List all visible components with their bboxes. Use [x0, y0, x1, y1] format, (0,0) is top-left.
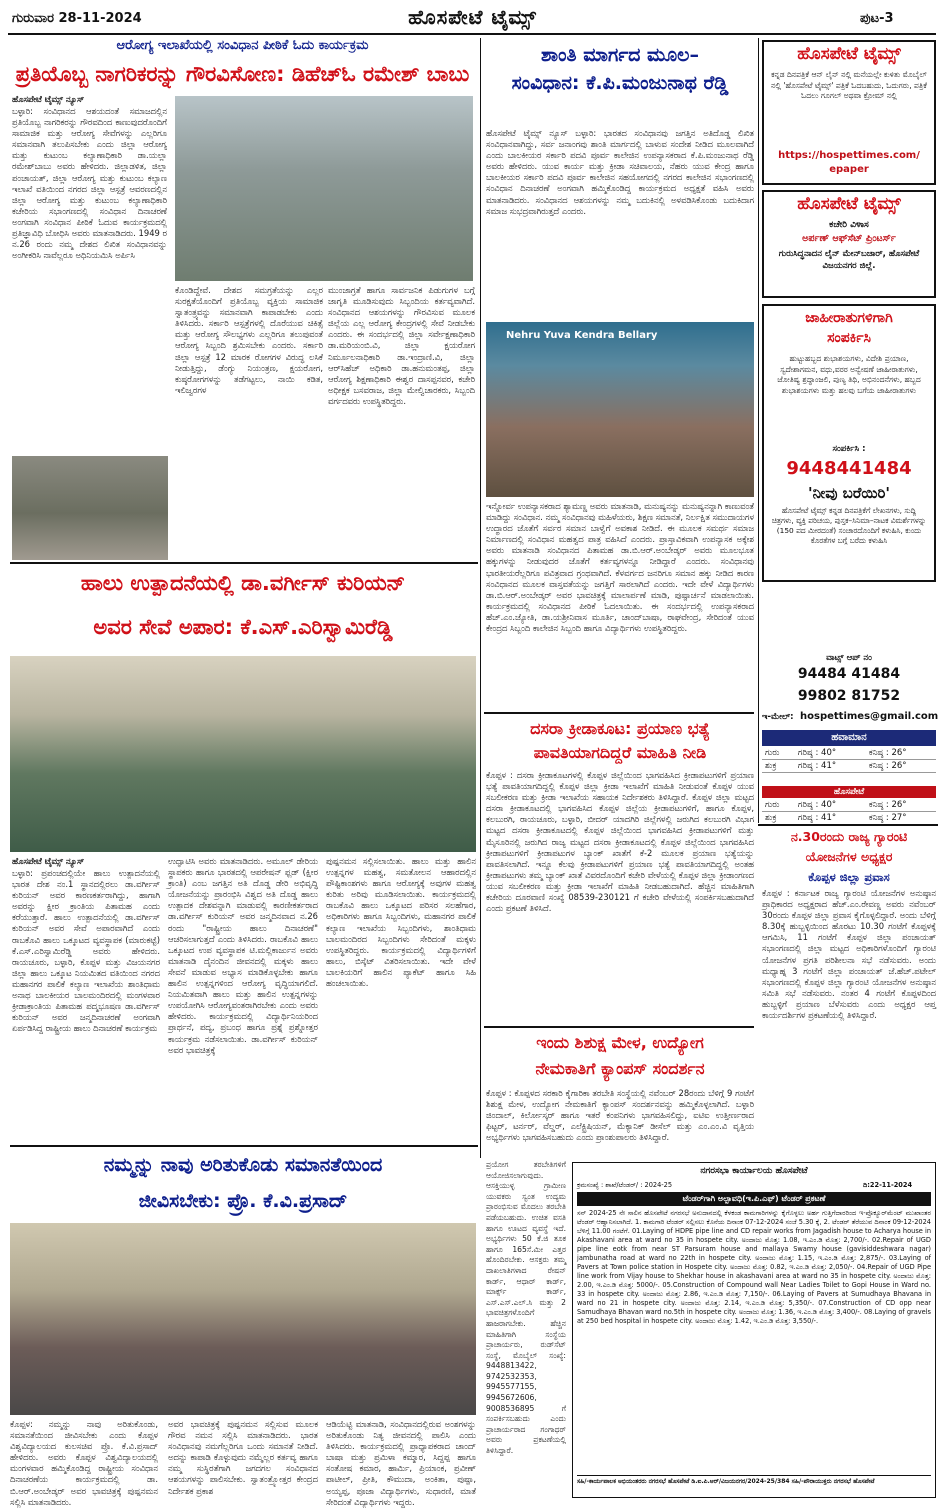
tender-date: ದಿ:22-11-2024: [863, 1181, 913, 1189]
article3-headline-line2: ಅವರ ಸೇವೆ ಅಪಾರ: ಕೆ.ಎಸ್.ಎರಿಸ್ವಾಮಿರೆಡ್ಡಿ: [93, 615, 393, 639]
weather-max: ಗರಿಷ್ಠ : 40°: [795, 747, 866, 760]
article3-col1: ಬಳ್ಳಾರಿ: ಪ್ರಪಂಚದಲ್ಲಿಯೇ ಹಾಲು ಉತ್ಪಾದನೆಯಲ್ಲಿ ಭಾರತ ದೇಶ ನಂ.1 ಸ್ಥಾನದಲ್ಲಿರಲು ಡಾ.ವರ್ಗೀಸ್ ಕುರಿಯನ್ ಅವರ ಕಾರಣಕರ್ತರಾಗಿದ್ದು, ಹಾಗಾಗಿ ಅವರನ್ನು ಕ್ಷೀರ ಕ್ರಾಂತಿಯ ಪಿತಾಮಹ ಎಂದು ಕರೆಯುತ್ತಾರೆ. ಹಾಲು ಉತ್ಪಾದನೆಯಲ್ಲಿ ಡಾ.ವರ್ಗೀಸ್ ಕುರಿಯನ್ ಅವರ ಸೇವೆ ಅಪಾರವಾಗಿದೆ ಎಂದು ರಾಬಕೊವಿ ಹಾಲು ಒಕ್ಕೂಟದ ವ್ಯವಸ್ಥಾಪಕ (ಮಾರುಕಟ್ಟೆ) ಕೆ.ಎಸ್.ಎರಿಸ್ವಾಮಿರೆಡ್ಡಿ ಅವರು ಹೇಳಿದರು. ರಾಯಚೂರು, ಬಳ್ಳಾರಿ, ಕೊಪ್ಪಳ ಮತ್ತು ವಿಜಯನಗರ ಜಿಲ್ಲಾ ಹಾಲು ಒಕ್ಕೂಟ ನಿಯಮಿತದ ವತಿಯಿಂದ ನಗರದ ಮಹಾನಗರ ಪಾಲಿಕೆ ಕಲ್ಯಾಣ ಇಲಾಖೆಯ ಶಾಂತಿಧಾಮ ಅನಾಥ ಬಾಲಕೀಯರ ಬಾಲಮಂದಿರದಲ್ಲಿ ಮಂಗಳವಾರ ಕ್ರೀಡಾಕ್ರಾಂತಿಯ ಪಿತಾಮಹ ಪದ್ಮಭೂಷಣ ಡಾ.ವರ್ಗೀಸ್ ಕುರಿಯನ್ ಅವರ ಜನ್ಮದಿನಾಚರಣೆ ಅಂಗವಾಗಿ ಏರ್ಪಡಿಸಿದ್ದ ರಾಷ್ಟ್ರೀಯ ಹಾಲು ದಿನಾಚರಣೆ ಕಾರ್ಯಕ್ರಮ: [12, 868, 160, 1034]
milk-day-event-photo: [10, 656, 476, 852]
issue-date: ಗುರುವಾರ 28-11-2024: [12, 11, 142, 26]
article6-headline-line2: ಯೋಜನೆಗಳ ಅಧ್ಯಕ್ಷರ: [805, 849, 893, 864]
article3-byline: ಹೊಸಪೇಟೆ ಟೈಮ್ಸ್ ನ್ಯೂಸ್: [12, 856, 85, 866]
whatsapp-label: ವಾಟ್ಸ್ ಆಪ್ ನಂ: [826, 653, 872, 663]
ads-phone[interactable]: 9448441484: [786, 458, 912, 479]
write-to-us-title: 'ನೀವು ಬರೆಯಿರಿ': [807, 484, 890, 502]
article6-body: ಕೊಪ್ಪಳ : ಕರ್ನಾಟಕ ರಾಜ್ಯ ಗ್ಯಾರಂಟಿ ಯೋಜನೆಗಳ ಅನುಷ್ಠಾನ ಪ್ರಾಧಿಕಾರದ ಅಧ್ಯಕ್ಷರಾದ ಹೆಚ್.ಎಂ.ರೇವಣ್ಣ ಅವರು ನವೆಂಬರ್ 30ರಂದು ಕೊಪ್ಪಳ ಜಿಲ್ಲಾ ಪ್ರವಾಸ ಕೈಗೊಳ್ಳಲಿದ್ದಾರೆ. ಅಂದು ಬೆಳಿಗ್ಗೆ 8.30ಕ್ಕೆ ಹುಬ್ಬಳ್ಳಿಯಿಂದ ಹೊರಟು 10.30 ಗಂಟೆಗೆ ಕೊಪ್ಪಳಕ್ಕೆ ಆಗಮಿಸಿ, 11 ಗಂಟೆಗೆ ಕೊಪ್ಪಳ ಜಿಲ್ಲಾ ಪಂಚಾಯತ್ ಸಭಾಂಗಣದಲ್ಲಿ ಜಿಲ್ಲಾ ಮಟ್ಟದ ಅಧಿಕಾರಿಗಳೊಂದಿಗೆ ಗ್ಯಾರಂಟಿ ಯೋಜನೆಗಳ ಪ್ರಗತಿ ಪರಿಶೀಲನಾ ಸಭೆ ನಡೆಸುವರು. ಅಂದು ಮಧ್ಯಾಹ್ನ 3 ಗಂಟೆಗೆ ಜಿಲ್ಲಾ ಪಂಚಾಯತ್ ಜೆ.ಹೆಚ್.ಪಟೇಲ್ ಸಭಾಂಗಣದಲ್ಲಿ ಕೊಪ್ಪಳ ಜಿಲ್ಲಾ ಗ್ಯಾರಂಟಿ ಯೋಜನೆಗಳ ಅನುಷ್ಠಾನ ಸಮಿತಿ ಸಭೆ ನಡೆಸುವರು. ನಂತರ 4 ಗಂಟೆಗೆ ಕೊಪ್ಪಳದಿಂದ ಹುಬ್ಬಳ್ಳಿಗೆ ಪ್ರಯಾಣ ಬೆಳೆಸುವರು ಎಂದು ಅಧ್ಯಕ್ಷರ ಆಪ್ತ ಕಾರ್ಯದರ್ಶಿಗಳ ಪ್ರಕಟಣೆಯಲ್ಲಿ ತಿಳಿಸಿದ್ದಾರೆ.: [762, 888, 936, 1021]
nehru-yuva-kendra-photo: [486, 322, 754, 497]
weather-min: ಕನಿಷ್ಠ : 27°: [866, 812, 936, 825]
weather-title: ಹವಾಮಾನ: [762, 730, 936, 746]
ads-title-2: ಸಂಪರ್ಕಿಸಿ: [827, 330, 871, 346]
weather-day: ಗುರು: [762, 747, 795, 760]
tender-body: ಸನ್ 2024-25 ನೇ ಸಾಲಿನ ಹೊಸಪೇಟೆ ನಗರಸಭೆ ಅನುದಾನದಲ್ಲಿ ಕೆಳಕಂಡ ಕಾಮಗಾರಿಗಳನ್ನು ಕೈಗೊಳ್ಳಲು ಅರ್ಹ ಗುತ್ತಿಗೆದಾರರಿಂದ ಇ-ಪ್ರೊಕ್ಯೂರ್‌ಮೆಂಟ್ ಮುಖಾಂತರ ಟೆಂಡರ್ ಆಹ್ವಾನಿಸಲಾಗಿದೆ. 1. ಕಾಮಗಾರಿ ಟೆಂಡರ್ ಸಲ್ಲಿಸಲು ಕೊನೆಯ ದಿನಾಂಕ 07-12-2024 ಸಂಜೆ 5.30 ಕ್ಕೆ, 2. ಟೆಂಡರ್ ತೆರೆಯುವ ದಿನಾಂಕ 09-12-2024 ಬೆಳಿಗ್ಗೆ 11.00 ಗಂಟೆಗೆ. 01.Laying of HDPE pipe line and CD repair works from Jagadish house to Acharya house in Akashavani area at ward no 35 in hospete city. ಅಂದಾಜು ಮೊತ್ತ: 1.08, ಇ.ಎಂ.ಡಿ ಮೊತ್ತ: 2,700/-. 02.Repair of UGD pipe line eotk from near ST Parsuram house and mallaya Swamy house (gavisiddeshwara nagar) jambunatha road at ward no 22th in hospete city. ಅಂದಾಜು ಮೊತ್ತ: 1.15, ಇ.ಎಂ.ಡಿ ಮೊತ್ತ: 2,875/-. 03.Laying of Pavers at Town police station in Hospete city. ಅಂದಾಜು ಮೊತ್ತ: 0.82, ಇ.ಎಂ.ಡಿ ಮೊತ್ತ: 2,050/-. 04.Repair of UGD Pipe line work from Vijay house to Shekhar house in akashavani area at ward no 35 in hospete city. ಅಂದಾಜು ಮೊತ್ತ: 2.00, ಇ.ಎಂ.ಡಿ ಮೊತ್ತ: 5000/-. 05.Construction of Compound wall Near Ladies Toilet to Gopi House in Ward no. 33 in hospete city. ಅಂದಾಜು ಮೊತ್ತ: 2.86, ಇ.ಎಂ.ಡಿ ಮೊತ್ತ: 7,150/-. 06.Laying of Pavers at Sumudhaya Bhavana in ward no 21 in hospete city. ಅಂದಾಜು ಮೊತ್ತ: 2.14, ಇ.ಎಂ.ಡಿ ಮೊತ್ತ: 5,350/-. 07.Construction of CD opp near Samudhaya Bhavan ward no.5th in hospete city. ಅಂದಾಜು ಮೊತ್ತ: 1.36, ಇ.ಎಂ.ಡಿ ಮೊತ್ತ: 3,400/-. 08.Laying of gravels at 250 bed hospital in hospete city. ಅಂದಾಜು ಮೊತ್ತ: 1.42, ಇ.ಎಂ.ಡಿ ಮೊತ್ತ: 3,550/-.: [577, 1209, 931, 1325]
article6-headline-line3: ಕೊಪ್ಪಳ ಜಿಲ್ಲಾ ಪ್ರವಾಸ: [808, 870, 890, 884]
epaper-url[interactable]: https://hospettimes.com/: [778, 150, 920, 161]
article1-byline: ಹೊಸಪೇಟೆ ಟೈಮ್ಸ್ ನ್ಯೂಸ್: [12, 94, 85, 104]
article4-headline-line2: ಪಾವತಿಯಾಗದಿದ್ದರೆ ಮಾಹಿತಿ ನೀಡಿ: [533, 743, 707, 762]
article3-col2: ಉದ್ಘಾಟಿಸಿ ಅವರು ಮಾತನಾಡಿದರು. ಅಮೂಲ್ ಡೇರಿಯ ಸ್ಥಾಪಕರು ಹಾಗೂ ಭಾರತದಲ್ಲಿ ಆಪರೇಷನ್ ಫ್ಲಡ್ (ಕ್ಷೀರ ಕ್ರಾಂತಿ) ಎಂಬ ಜಗತ್ತಿನ ಅತಿ ದೊಡ್ಡ ಡೇರಿ ಅಭಿವೃದ್ಧಿ ಯೋಜನೆಯನ್ನು ಪ್ರಾರಂಭಿಸಿ ವಿಶ್ವದ ಅತಿ ದೊಡ್ಡ ಹಾಲು ಉತ್ಪಾದಕ ದೇಶವನ್ನಾಗಿ ಮಾಡುವಲ್ಲಿ ಕಾರಣೀಕರ್ತರಾದ ಡಾ.ವರ್ಗೀಸ್ ಕುರಿಯನ್ ಅವರ ಜನ್ಮದಿನವಾದ ನ.26 ರಂದು "ರಾಷ್ಟ್ರೀಯ ಹಾಲು ದಿನಾಚರಣೆ" ಆಚರಿಸಲಾಗುತ್ತದೆ ಎಂದು ತಿಳಿಸಿದರು. ರಾಬಕೊವಿ ಹಾಲು ಒಕ್ಕೂಟದ ಉಪ ವ್ಯವಸ್ಥಾಪಕ ಟಿ.ಮಲ್ಲಿಕಾರ್ಜುನ ಅವರು ಮಾತನಾಡಿ ದೈನಂದಿನ ಜೀವನದಲ್ಲಿ ಮಕ್ಕಳು ಹಾಲು ಸೇವನೆ ಮಾಡುವ ಅಭ್ಯಾಸ ಮಾಡಿಕೊಳ್ಳಬೇಕು ಹಾಗೂ ಹಾಲಿನ ಉತ್ಪನ್ನಗಳಿಂದ ಆರೋಗ್ಯ ವೃದ್ಧಿಯಾಗಲಿದೆ. ನಿಯಮಿತವಾಗಿ ಹಾಲು ಮತ್ತು ಹಾಲಿನ ಉತ್ಪನ್ನಗಳನ್ನು ಉಪಯೋಗಿಸಿ ಆರೋಗ್ಯವಂತರಾಗಿರಬೇಕು ಎಂದು ಅವರು ಹೇಳಿದರು. ಕಾರ್ಯಕ್ರಮದಲ್ಲಿ ವಿದ್ಯಾರ್ಥಿನಿಯರಿಂದ ಪ್ರಾರ್ಥನೆ, ಪದ್ಯ, ಪ್ರಬಂಧ ಹಾಗೂ ಪ್ರಶ್ನೆ ಪ್ರಶ್ನೋತ್ತರ ಕಾರ್ಯಕ್ರಮ ನಡೆಸಲಾಯಿತು. ಡಾ.ವರ್ಗೀಸ್ ಕುರಿಯನ್ ಅವರ ಭಾವಚಿತ್ರಕ್ಕೆ: [168, 856, 318, 1055]
article-guarantee-tour: [762, 828, 936, 1158]
ads-text: ಹುಟ್ಟುಹಬ್ಬದ ಶುಭಾಶಯಗಳು, ವಿದೇಶಿ ಪ್ರಯಾಣ, ಸ್ವದೇಶಾಗಮನ, ವಧು,ವರರ ಅನ್ವೇಷಣೆ ಜಾಹೀರಾತುಗಳು, ಜೋತಿಷ್ಯ ಶ್ರದ್ಧಾಂಜಲಿ, ಪುಣ್ಯ ತಿಥಿ, ಅಭಿನಂದನೆಗಳು, ಹಬ್ಬದ ಶುಭಾಶಯಗಳು ಮತ್ತು ಹಲವು ಬಗೆಯ ಜಾಹೀರಾತುಗಳು: [777, 354, 921, 395]
ads-box: [762, 304, 936, 582]
email-label: ಇ-ಮೇಲ್:: [762, 712, 794, 722]
article1-headline: ಪ್ರತಿಯೊಬ್ಬ ನಾಗರಿಕರನ್ನು ಗೌರವಿಸೋಣ: ಡಿಹೆಚ್‌ಓ ರಮೇಶ್ ಬಾಬು: [15, 62, 470, 86]
office-address: ಗುರುಸಿದ್ಧನಾದನ ಲೈನ್ ಮೇನ್‌ಬಜಾರ್, ಹೊಸಪೇಟೆ ವಿಜಯನಗರ ಜಿಲ್ಲೆ.: [778, 249, 920, 271]
sidebar: [762, 40, 939, 823]
article3-col3: ಪುಷ್ಪನಮನ ಸಲ್ಲಿಸಲಾಯಿತು. ಹಾಲು ಮತ್ತು ಹಾಲಿನ ಉತ್ಪನ್ನಗಳ ಮಹತ್ವ, ಸಮತೋಲನ ಆಹಾರದಲ್ಲಿನ ಪೌಷ್ಟಿಕಾಂಶಗಳು ಹಾಗೂ ಆರೋಗ್ಯಕ್ಕೆ ಅವುಗಳ ಮಹತ್ವ ಕುರಿತು ಅರಿವು ಮೂಡಿಸಲಾಯಿತು. ಕಾರ್ಯಕ್ರಮದಲ್ಲಿ ರಾಬಕೊವಿ ಹಾಲು ಒಕ್ಕೂಟದ ಪರಿಸರ ಸಲಹೆಗಾರ, ಅಧಿಕಾರಿಗಳು ಹಾಗೂ ಸಿಬ್ಬಂದಿಗಳು, ಮಹಾನಗರ ಪಾಲಿಕೆ ಕಲ್ಯಾಣ ಇಲಾಖೆಯ ಸಿಬ್ಬಂದಿಗಳು, ಶಾಂತಿಧಾಮ ಬಾಲಮಂದಿರದ ಸಿಬ್ಬಂದಿಗಳು ಸೇರಿದಂತೆ ಮಕ್ಕಳು ಉಪಸ್ಥಿತರಿದ್ದರು. ಕಾರ್ಯಕ್ರಮದಲ್ಲಿ ವಿದ್ಯಾರ್ಥಿಗಳಿಗೆ ಹಾಲು, ಬಿಸ್ಕೆಟ್ ವಿತರಿಸಲಾಯಿತು. ಇದೇ ವೇಳೆ ಬಾಲಕಿಯರಿಗೆ ಹಾಲಿನ ಪ್ಯಾಕೆಟ್ ಹಾಗೂ ಸಿಹಿ ಹಂಚಲಾಯಿತು.: [326, 856, 476, 989]
article2-body2: ಇನ್ನೋರ್ವ ಉಪನ್ಯಾಸಕರಾದ ಶ್ಯಾಮಣ್ಣ ಅವರು ಮಾತನಾಡಿ, ಮನುಷ್ಯನನ್ನು ಮನುಷ್ಯನನ್ನಾಗಿ ಕಾಣುವಂತೆ ಮಾಡಿದ್ದು ಸಂವಿಧಾನ. ನಮ್ಮ ಸಂವಿಧಾನವು ಮಹಿಳೆಯರು, ಶಿಕ್ಷಣ ಸಮಾನತೆ, ನಿರ್ಲಕ್ಷಿತ ಸಮುದಾಯಗಳ ಉದ್ಧಾರದ ಜೊತೆಗೆ ಸರ್ವರ ಸಮಾನ ಬಾಳ್ವೆಗೆ ಅವಕಾಶ ನೀಡಿದೆ. ಈ ಮೂಲಕ ಸಮರ್ಥ ಸಮಾಜ ನಿರ್ಮಾಣದಲ್ಲಿ ಸಂವಿಧಾನ ಮಹತ್ವದ ಪಾತ್ರ ವಹಿಸಿದೆ ಎಂದರು. ಪ್ರಾಸ್ತಾವಿಕವಾಗಿ ಉಪನ್ಯಾಸಕ ಅಕ್ಕೇಶ ಅವರು ಮಾತನಾಡಿ ಸಂವಿಧಾನದ ಪಿತಾಮಹ ಡಾ.ಬಿ.ಆರ್.ಅಂಬೇಡ್ಕರ್ ಅವರು ಮೂಲಭೂತ ಹಕ್ಕುಗಳನ್ನು ನೀಡುವುದರ ಜೊತೆಗೆ ಕರ್ತವ್ಯಗಳನ್ನೂ ನೀಡಿದ್ದಾರೆ ಎಂದರು. ಸಂವಿಧಾನವು ಭಾರತೀಯರೆಲ್ಲರಿಗೂ ಪವಿತ್ರವಾದ ಗ್ರಂಥವಾಗಿದೆ. ಕೆಳವರ್ಗದ ಜನರಿಗೂ ಸಮಾನ ಹಕ್ಕು ನೀಡಿದ ಕಾರಣ ಸಂವಿಧಾನದ ಮೂಲಕ ವಾಸ್ತವತೆಯನ್ನು ಜಗತ್ತಿಗೆ ಸಾರಲಾಗಿದೆ ಎಂದರು. ಇದೇ ವೇಳೆ ವಿದ್ಯಾರ್ಥಿಗಳು ಡಾ.ಬಿ.ಆರ್.ಅಂಬೇಡ್ಕರ್ ಅವರ ಭಾವಚಿತ್ರಕ್ಕೆ ಮಾಲಾರ್ಪಣೆ ಮಾಡಿ, ಪುಷ್ಪಾರ್ಚನೆ ಮಾಡಲಾಯಿತು. ಕಾರ್ಯಕ್ರಮದಲ್ಲಿ ಸಂವಿಧಾನದ ಪೀಠಿಕೆ ಓದಲಾಯಿತು. ಈ ಸಂದರ್ಭದಲ್ಲಿ ಉಪನ್ಯಾಸಕರಾದ ಹೆಚ್.ಎಂ.ಜ್ಯೋತಿ, ಡಾ.ಯಶ್ರೀನಿವಾಸ ಮೂರ್ತಿ, ಚಾಂದ್‌ಬಾಷಾ, ರಾಘವೇಂದ್ರ, ಸೇರಿದಂತೆ ಯುವ ಕೇಂದ್ರದ ಸಿಬ್ಬಂದಿ ಕಾಲೇಜಿನ ಸಿಬ್ಬಂದಿ ಹಾಗೂ ವಿದ್ಯಾರ್ಥಿಗಳು ಉಪಸ್ಥಿತರಿದ್ದರು.: [486, 501, 754, 634]
weather-day: ಗುರು: [762, 799, 795, 812]
article2-body1: ಹೊಸಪೇಟೆ ಟೈಮ್ಸ್ ನ್ಯೂಸ್ ಬಳ್ಳಾರಿ: ಭಾರತದ ಸಂವಿಧಾನವು ಜಗತ್ತಿನ ಅತಿದೊಡ್ಡ ಲಿಖಿತ ಸಂವಿಧಾನವಾಗಿದ್ದು, ಸರ್ವ ಜನಾಂಗವು ಶಾಂತಿ ಮಾರ್ಗದಲ್ಲಿ ಬಾಳುವ ಸಂದೇಶ ನೀಡಿದ ಮೂಲವಾಗಿದೆ ಎಂದು ಬಾಲಕೀಯರ ಸರ್ಕಾರಿ ಪದವಿ ಪೂರ್ವ ಕಾಲೇಜಿನ ಉಪನ್ಯಾಸಕರಾದ ಕೆ.ಪಿ.ಮಂಜುನಾಥ ರೆಡ್ಡಿ ಅವರು ಹೇಳಿದರು. ಯುವ ಕಾರ್ಯ ಮತ್ತು ಕ್ರೀಡಾ ಸಚಿವಾಲಯ, ನೆಹರು ಯುವ ಕೇಂದ್ರ ಹಾಗೂ ಬಾಲಕೀಯರ ಸರ್ಕಾರಿ ಪದವಿ ಪೂರ್ವ ಕಾಲೇಜಿನ ಸಹಯೋಗದಲ್ಲಿ ನಗರದ ಕಾಲೇಜಿನ ಸಭಾಂಗಣದಲ್ಲಿ ಸಂವಿಧಾನ ದಿನಾಚರಣೆ ಅಂಗವಾಗಿ ಹಮ್ಮಿಕೊಂಡಿದ್ದ ಕಾರ್ಯಕ್ರಮದ ಅಧ್ಯಕ್ಷತೆ ವಹಿಸಿ ಅವರು ಮಾತನಾಡಿದರು. ಸಂವಿಧಾನದ ಆಶಯಗಳನ್ನು ನಮ್ಮ ಬದುಕಿನಲ್ಲಿ ಅಳವಡಿಸಿಕೊಂಡು ಬದುಕಿದಾಗ ಸಮಾಜ ಸುಭದ್ರವಾಗಿರುತ್ತದೆ ಎಂದರು.: [486, 128, 754, 216]
weather-city: ಹೊಸಪೇಟೆ: [762, 786, 936, 798]
article7-col3: ಆಡಿಯೆಟ್ಟಿ ಮಾತನಾಡಿ, ಸಂವಿಧಾನದಲ್ಲಿರುವ ಅಂಶಗಳನ್ನು ಅರಿತುಕೊಂಡು ನಿತ್ಯ ಜೀವನದಲ್ಲಿ ಪಾಲಿಸಿ ಎಂದು ತಿಳಿಸಿದರು. ಕಾರ್ಯಕ್ರಮದಲ್ಲಿ ಪ್ರಾಧ್ಯಾಪಕರಾದ ಚಾಂದ್ ಬಾಷಾ ಮತ್ತು ಪ್ರಮಿಳಾ ಕಮ್ಮಾರ, ಸಿದ್ದಪ್ಪ ಹಾಗೂ ಸಂತೋಷ ಕಮಾರ, ಹಾರ್ಮಿ, ಪ್ರಿಯಾಂಕ, ಪ್ರವೀಣ್ ಪಾಟೀಲ್, ಪ್ರೀತಿ, ಕೌಮುದಾ, ಅಂಕಿತಾ, ಪುಷ್ಪಾ, ಅಯ್ಯಪ್ಪ, ಪೂಜಾ ವಿದ್ಯಾರ್ಥಿಗಳು, ಸುಧಾರಣಿ, ಮಾತೆ ಸೇರಿದಂತೆ ವಿದ್ಯಾರ್ಥಿಗಳು ಇದ್ದರು.: [326, 1419, 476, 1507]
section-rule-2: [484, 712, 754, 714]
weather-row: [762, 760, 936, 773]
epaper-path[interactable]: epaper: [829, 164, 869, 175]
tender-title: ಟೆಂಡರ್‌ಗಾಗಿ ಅಲ್ಪಾವಧಿ(ಇ.ಪಿ.ಎಫ್) ಟೆಂಡರ್ ಪ್ರಕಟಣೆ: [577, 1192, 931, 1206]
section-rule-3: [758, 824, 938, 826]
section-rule-4: [484, 1026, 754, 1028]
article7-headline-line1: ನಮ್ಮನ್ನು ನಾವು ಅರಿತುಕೊಡು ಸಮಾನತೆಯಿಂದ: [103, 1154, 383, 1176]
epaper-box: [762, 40, 936, 185]
office-box: [762, 190, 936, 298]
article-rudset-training: [486, 1160, 566, 1500]
article-health-constitution: [10, 38, 475, 560]
article1-col1: ಬಳ್ಳಾರಿ: ಸಂವಿಧಾನದ ಆಶಯದಂತೆ ಸಮಾಜದಲ್ಲಿನ ಪ್ರತಿಯೊಬ್ಬ ನಾಗರಿಕರನ್ನು ಗೌರವದಿಂದ ಕಾಣುವುದರೊಂದಿಗೆ ಸಾಮಾಜಿಕ ಮತ್ತು ಆರೋಗ್ಯ ಸೇವೆಗಳನ್ನು ಎಲ್ಲರಿಗೂ ಸಮಾನವಾಗಿ ತಲುಪಿಸಬೇಕು ಎಂದು ಜಿಲ್ಲಾ ಆರೋಗ್ಯ ಮತ್ತು ಕುಟುಂಬ ಕಲ್ಯಾಣಾಧಿಕಾರಿ ಡಾ.ಯಲ್ಲಾ ರಮೇಶ್‌ಬಾಬು ಅವರು ಹೇಳಿದರು. ಜಿಲ್ಲಾಡಳಿತ, ಜಿಲ್ಲಾ ಪಂಚಾಯತ್, ಜಿಲ್ಲಾ ಆರೋಗ್ಯ ಮತ್ತು ಕುಟುಂಬ ಕಲ್ಯಾಣ ಇಲಾಖೆ ವತಿಯಿಂದ ನಗರದ ಜಿಲ್ಲಾ ಆಸ್ಪತ್ರೆ ಆವರಣದಲ್ಲಿನ ಜಿಲ್ಲಾ ಆರೋಗ್ಯ ಮತ್ತು ಕುಟುಂಬ ಕಲ್ಯಾಣಾಧಿಕಾರಿ ಕಚೇರಿಯ ಸಭಾಂಗಣದಲ್ಲಿ ಸಂವಿಧಾನ ದಿನಾಚರಣೆ ಅಂಗವಾಗಿ ಸಂವಿಧಾನ ಪೀಠಿಕೆ ಓದುವ ಕಾರ್ಯಕ್ರಮದಲ್ಲಿ ಪ್ರತಿಜ್ಞಾವಿಧಿ ಬೋಧಿಸಿ ಅವರು ಮಾತನಾಡಿದರು. 1949 ರ ನ.26 ರಂದು ನಮ್ಮ ದೇಶದ ಲಿಖಿತ ಸಂವಿಧಾನವನ್ನು ಅಂಗೀಕರಿಸಿ ನಾವೆಲ್ಲರೂ ಅಧಿನಿಯಮಿಸಿ ಅರ್ಪಿಸಿ: [12, 106, 167, 261]
health-officials-photo: [175, 96, 473, 281]
university-group-photo: [10, 1223, 476, 1415]
write-to-us-text: ಹೊಸಪೇಟೆ ಟೈಮ್ಸ್ ಕನ್ನಡ ದಿನಪತ್ರಿಕೆಗೆ ಲೇಖನಗಳು, ಸುದ್ದಿ ಚಿತ್ರಗಳು, ವ್ಯಕ್ತಿ ಪರಿಚಯ, ಪುಸ್ತಕ–ಸಿನಿಮಾ–ನಾಟಕ ವಿಮರ್ಶೆಗಳನ್ನು (150 ಪದ ಮೀರದಂತೆ) ಸಂಚಾರದೊಂದಿಗೆ ಕಳುಹಿಸಿ, ಕುಂದು ಕೊರತೆಗಳ ಬಗ್ಗೆ ಬರೆದು ಕಳುಹಿಸಿ: [771, 506, 927, 545]
article7-col2: ಅವರ ಭಾವಚಿತ್ರಕ್ಕೆ ಪುಷ್ಪನಮನ ಸಲ್ಲಿಸುವ ಮೂಲಕ ಗೌರವ ನಮನ ಸಲ್ಲಿಸಿ ಮಾತನಾಡಿದರು. ಭಾರತ ಸಂವಿಧಾನವು ನಮಗೆಲ್ಲರಿಗೂ ಒಂದು ಸಮಾನತೆ ನೀಡಿದೆ. ಅದನ್ನು ಕಾಪಾಡಿ ಕೊಳ್ಳುವುದು ನಮ್ಮೆಲ್ಲರ ಕರ್ತವ್ಯ ಹಾಗೂ ನಮ್ಮ ಸುಸ್ಥಿರತೆಗಾಗಿ ಜಗದಗಲ ಸಂವಿಧಾನದ ಆಶಯಗಳನ್ನು ಪಾಲಿಸಬೇಕು. ಸ್ವಾತಂತ್ರ್ಯೋತ್ತರ ಕೇಂದ್ರದ ನಿರ್ದೇಶಕ ಪ್ರಕಾಶ: [168, 1419, 318, 1496]
epaper-text: ಕನ್ನಡ ದಿನಪತ್ರಿಕೆ ಆನ್ ಲೈನ್ ನಲ್ಲಿ ಮನೆಯಲ್ಲೇ ಕುಳಿತು ಮೊಬೈಲ್ ನಲ್ಲಿ 'ಹೊಸಪೇಟೆ ಟೈಮ್ಸ್' ಪತ್ರಿಕೆ ಓದಬಹುದು, ಓದುಗರು, ಪತ್ರಿಕೆ ಓದಲು ಗೂಗಲ್ ಅಥವಾ ಕ್ರೋಮ್ ನಲ್ಲಿ: [771, 70, 927, 100]
article6-headline-line1: ನ.30ರಂದು ರಾಜ್ಯ ಗ್ಯಾರಂಟಿ: [790, 829, 908, 844]
article-dasara-allowance: [486, 716, 754, 1024]
weather-day: ಶುಕ್ರ: [762, 760, 795, 773]
press-name: ಅರ್ಪಣ್ ಆಫ್‌ಸೆಟ್ ಪ್ರಿಂಟರ್ಸ್: [802, 233, 896, 244]
article3-headline-line1: ಹಾಲು ಉತ್ಪಾದನೆಯಲ್ಲಿ ಡಾ.ವರ್ಗೀಸ್ ಕುರಿಯನ್: [80, 571, 406, 595]
section-rule-5: [10, 1145, 478, 1147]
weather-min: ಕನಿಷ್ಠ : 26°: [866, 799, 936, 812]
article4-headline-line1: ದಸರಾ ಕ್ರೀಡಾಕೂಟ: ಪ್ರಯಾಣ ಭತ್ಯೆ: [530, 719, 710, 738]
masthead-rule: [8, 33, 936, 35]
tender-office: ನಗರಸಭಾ ಕಾರ್ಯಾಲಯ ಹೊಸಪೇಟೆ: [700, 1166, 808, 1176]
weather-row: [762, 799, 936, 812]
ads-contact-label: ಸಂಪರ್ಕಿಸಿ :: [832, 444, 866, 454]
column-divider-1: [480, 38, 481, 1158]
article1-kicker: ಆರೋಗ್ಯ ಇಲಾಖೆಯಲ್ಲಿ ಸಂವಿಧಾನ ಪೀಠಿಕೆ ಓದು ಕಾರ್ಯಕ್ರಮ: [116, 38, 369, 53]
article-job-fair: [486, 1030, 754, 1158]
nyk-banner-text: Nehru Yuva Kendra Bellary: [506, 330, 658, 341]
weather-max: ಗರಿಷ್ಠ : 41°: [795, 812, 866, 825]
weather-max: ಗರಿಷ್ಠ : 41°: [795, 760, 866, 773]
masthead: [0, 0, 945, 36]
article2-headline-line2: ಸಂವಿಧಾನ: ಕೆ.ಪಿ.ಮಂಜುನಾಥ ರೆಡ್ಡಿ: [511, 72, 729, 94]
pledge-crowd-photo: [12, 456, 168, 560]
column-divider-2: [758, 38, 759, 823]
weather-table-2: [762, 799, 936, 825]
article-peace-constitution: [486, 38, 754, 710]
article7-headline-line2: ಜೀವಿಸಬೇಕು: ಪ್ರೊ. ಕೆ.ವಿ.ಪ್ರಸಾದ್: [138, 1190, 348, 1212]
weather-max: ಗರಿಷ್ಠ : 40°: [795, 799, 866, 812]
whatsapp-phone-1[interactable]: 94484 41484: [797, 666, 901, 682]
ads-title-1: ಜಾಹೀರಾತುಗಳಿಗಾಗಿ: [805, 310, 893, 326]
article5-headline-line1: ಇಂದು ಶಿಶುಕ್ಷ ಮೇಳ, ಉದ್ಯೋಗ: [536, 1033, 704, 1052]
weather-min: ಕನಿಷ್ಠ : 26°: [866, 760, 936, 773]
weather-min: ಕನಿಷ್ಠ : 26°: [866, 747, 936, 760]
article8-body: ಪ್ರಯೋಗ ತರಬೇತಿಗಳಿಗೆ ಆಯೋಜಿಸಲಾಗುವುದು. ಆಸಕ್ತಿಯುಳ್ಳ ಗ್ರಾಮೀಣ ಯುವಕರು ಸ್ವಂತ ಉದ್ಯಮ ಪ್ರಾರಂಭಿಸುವ ಮೊದಲು ತರಬೇತಿ ಪಡೆಯಬಹುದು. ಉಚಿತ ವಸತಿ ಹಾಗೂ ಊಟದ ವ್ಯವಸ್ಥೆ ಇದೆ. ಅಭ್ಯರ್ಥಿಗಳು 50 ಕೆ.ಜಿ ತೂಕ ಹಾಗೂ 165ಸೆ.ಮೀ ಎತ್ತರ ಹೊಂದಿರಬೇಕು. ಆಸಕ್ತರು ತಮ್ಮ ದಾಖಲಾತಿಗಳಾದ ರೇಷನ್ ಕಾರ್ಡ್, ಆಧಾರ್ ಕಾರ್ಡ್, ಮಾರ್ಕ್ಸ್ ಕಾರ್ಡ್, ಎಸ್.ಎಸ್.ಎಲ್.ಸಿ ಮತ್ತು 2 ಭಾವಚಿತ್ರಗಳೊಂದಿಗೆ ಹಾಜರಾಗಬೇಕು. ಹೆಚ್ಚಿನ ಮಾಹಿತಿಗಾಗಿ ಸಂಸ್ಥೆಯ ಪ್ರಾಚಾರ್ಯರು, ರುಡ್‌ಸೆಟ್ ಸಂಸ್ಥೆ, ಮೊಬೈಲ್ ಸಂಖ್ಯೆ: 9448813422, 9742532353, 9945577155, 9945672606, 9008536895 ಗೆ ಸಂಪರ್ಕಿಸಬಹುದು ಎಂದು ಪ್ರಾಚಾರ್ಯರಾದ ಗಂಗಾಧರ್ ಅವರು ಪ್ರಕಟಣೆಯಲ್ಲಿ ತಿಳಿಸಿದ್ದಾರೆ.: [486, 1160, 566, 1456]
section-rule-1: [10, 562, 478, 564]
article-equality-prasad: [10, 1149, 476, 1507]
sidebar-brand-1: ಹೊಸಪೇಟೆ ಟೈಮ್ಸ್: [797, 44, 901, 64]
article7-col1: ಕೊಪ್ಪಳ: ನಮ್ಮನ್ನು ನಾವು ಅರಿತುಕೊಂಡು, ಸಮಾನತೆಯಿಂದ ಜೀವಿಸಬೇಕು ಎಂದು ಕೊಪ್ಪಳ ವಿಶ್ವವಿದ್ಯಾಲಯದ ಕುಲಸಚಿವ ಪ್ರೊ. ಕೆ.ವಿ.ಪ್ರಸಾದ್ ಹೇಳಿದರು. ಅವರು ಕೊಪ್ಪಳ ವಿಶ್ವವಿದ್ಯಾಲಯದಲ್ಲಿ ಮಂಗಳವಾರ ಹಮ್ಮಿಕೊಂಡಿದ್ದ ರಾಷ್ಟ್ರೀಯ ಸಂವಿಧಾನ ದಿನಾಚರಣೆಯ ಕಾರ್ಯಕ್ರಮದಲ್ಲಿ ಡಾ. ಬಿ.ಆರ್.ಅಂಬೇಡ್ಕರ್ ಅವರ ಭಾವಚಿತ್ರಕ್ಕೆ ಪುಷ್ಪನಮನ ಸಲ್ಲಿಸಿ ಮಾತನಾಡಿದರು.: [10, 1419, 158, 1507]
weather-row: [762, 747, 936, 760]
article5-headline-line2: ನೇಮಕಾತಿಗೆ ಕ್ಯಾಂಪಸ್ ಸಂದರ್ಶನ: [535, 1059, 705, 1078]
sidebar-brand-2: ಹೊಸಪೇಟೆ ಟೈಮ್ಸ್: [797, 194, 901, 214]
article1-col3: ಮುಂಜಾಗ್ರತೆ ಹಾಗೂ ಸಾರ್ವಜನಿಕ ಪಿಡುಗುಗಳ ಬಗ್ಗೆ ಜಾಗೃತಿ ಮೂಡಿಸುವುದು ಸಿಬ್ಬಂದಿಯ ಕರ್ತವ್ಯವಾಗಿದೆ. ಸಂವಿಧಾನದ ಆಶಯಗಳನ್ನು ಗೌರವಿಸುವ ಮೂಲಕ ಜಿಲ್ಲೆಯ ಎಲ್ಲ ಆರೋಗ್ಯ ಕೇಂದ್ರಗಳಲ್ಲಿ ಸೇವೆ ನೀಡಬೇಕು ಎಂದರು. ಈ ಸಂದರ್ಭದಲ್ಲಿ ಜಿಲ್ಲಾ ಸರ್ವೇಕ್ಷಣಾಧಿಕಾರಿ ಡಾ.ಮರಿಯಂಬಿ.ವಿ, ಜಿಲ್ಲಾ ಕ್ಷಯರೋಗ ನಿರ್ಮೂಲನಾಧಿಕಾರಿ ಡಾ.ಇಂದ್ರಾಣಿ.ವಿ, ಜಿಲ್ಲಾ ಆರ್‌ಸಿಹೆಚ್ ಅಧಿಕಾರಿ ಡಾ.ಹನುಮಂತಪ್ಪ, ಜಿಲ್ಲಾ ಆರೋಗ್ಯ ಶಿಕ್ಷಣಾಧಿಕಾರಿ ಈಶ್ವರ ದಾಸಪ್ಪನವರ, ಕಚೇರಿ ಅಧೀಕ್ಷಕ ಬಸವರಾಜ, ಜಿಲ್ಲಾ ಮೇಲ್ವಿಚಾರಕರು, ಸಿಬ್ಬಂದಿ ವರ್ಗದವರು ಉಪಸ್ಥಿತರಿದ್ದರು.: [328, 285, 475, 406]
tender-notice: [572, 1162, 936, 1498]
email-address[interactable]: hospettimes@gmail.com: [800, 711, 939, 722]
article5-body: ಕೊಪ್ಪಳ : ಕೊಪ್ಪಳದ ಸರಕಾರಿ ಕೈಗಾರಿಕಾ ತರಬೇತಿ ಸಂಸ್ಥೆಯಲ್ಲಿ ನವೆಂಬರ್ 28ರಂದು ಬೆಳಿಗ್ಗೆ 9 ಗಂಟೆಗೆ ಶಿಶುಕ್ಷ ಮೇಳ, ಉದ್ಯೋಗ ನೇಮಕಾತಿಗೆ ಕ್ಯಾಂಪಸ್ ಸಂದರ್ಶನವನ್ನು ಹಮ್ಮಿಕೊಳ್ಳಲಾಗಿದೆ. ಬಳ್ಳಾರಿ ಜಿಂದಾಲ್, ಕಿರ್ಲೋಸ್ಕರ್ ಹಾಗೂ ಇತರೆ ಕಂಪನಿಗಳು ಭಾಗವಹಿಸಲಿದ್ದು, ಐಟಿಐ ಉತ್ತೀರ್ಣರಾದ ಫಿಟ್ಟರ್, ಟರ್ನರ್, ವೆಲ್ಡರ್, ಎಲೆಕ್ಟ್ರಿಷಿಯನ್, ಮೆಕ್ಯಾನಿಕ್ ಡೀಸೆಲ್ ಮತ್ತು ಎಂ.ಎಂ.ವಿ ವೃತ್ತಿಯ ಅಭ್ಯರ್ಥಿಗಳು ಭಾಗವಹಿಸಬಹುದು ಎಂದು ಪ್ರಾಂಶುಪಾಲರು ತಿಳಿಸಿದ್ದಾರೆ.: [486, 1088, 754, 1143]
whatsapp-phone-2[interactable]: 99802 81752: [797, 688, 901, 704]
tender-footer: ಸಹಿ/-ಕಾರ್ಯಪಾಲಕ ಅಭಿಯಂತರರು ನಗರಸಭೆ ಹೊಸಪೇಟೆ ಡಿ.ಐ.ಪಿ.ಆರ್/ವಿಜಯನಗರ/2024-25/384 ಸಹಿ/-ಪೌರಾಯುಕ್ತರು ನಗರಸಭೆ ಹೊಸಪೇಟೆ: [577, 1475, 931, 1487]
weather-row: [762, 812, 936, 825]
article-milk-kurien: [10, 566, 476, 1140]
tender-ref: ಕ್ರಮಸಂಖ್ಯೆ : ಶಾಖೆ/ಟೆಂಡರ್/ : 2024-25: [577, 1181, 673, 1189]
article2-headline-line1: ಶಾಂತಿ ಮಾರ್ಗದ ಮೂಲ–: [540, 44, 699, 66]
paper-name: ಹೊಸಪೇಟೆ ಟೈಮ್ಸ್: [408, 5, 537, 29]
page-number: ಪುಟ-3: [860, 11, 894, 26]
weather-day: ಶುಕ್ರ: [762, 812, 795, 825]
weather-table-1: [762, 747, 936, 773]
office-label: ಕಚೇರಿ ವಿಳಾಸ: [829, 220, 869, 230]
article1-col2: ಕೊಂಡಿದ್ದೇವೆ. ದೇಶದ ಸಮಗ್ರತೆಯನ್ನು ಎಲ್ಲರ ಸುರಕ್ಷತೆಯೊಂದಿಗೆ ಪ್ರತಿಯೊಬ್ಬ ವ್ಯಕ್ತಿಯ ಸಾಮಾಜಿಕ ಸ್ವಾತಂತ್ರ್ಯವನ್ನು ಸಮಾನವಾಗಿ ಕಾಪಾಡಬೇಕು ಎಂದು ತಿಳಿಸಿದರು. ಸರ್ಕಾರಿ ಆಸ್ಪತ್ರೆಗಳಲ್ಲಿ ದೊರೆಯುವ ಚಿಕಿತ್ಸೆ ಮತ್ತು ಆರೋಗ್ಯ ಸೌಲಭ್ಯಗಳು ಎಲ್ಲರಿಗೂ ತಲುಪುವಂತೆ ಆರೋಗ್ಯ ಸಿಬ್ಬಂದಿ ಶ್ರಮಿಸಬೇಕು ಎಂದರು. ಸರ್ಕಾರಿ ಜಿಲ್ಲಾ ಆಸ್ಪತ್ರೆ 12 ಮಾರಕ ರೋಗಗಳ ವಿರುದ್ಧ ಲಸಿಕೆ ನೀಡುತ್ತಿದ್ದು, ಡೆಂಗ್ಯು ನಿಯಂತ್ರಣ, ಕ್ಷಯರೋಗ, ಕುಷ್ಠರೋಗಗಳನ್ನು ತಡೆಗಟ್ಟಲು, ನಾಯಿ ಕಡಿತ, ಇಲಿಜ್ವರಗಳ: [175, 285, 323, 395]
article4-body: ಕೊಪ್ಪಳ : ದಸರಾ ಕ್ರೀಡಾಕೂಟಗಳಲ್ಲಿ ಕೊಪ್ಪಳ ಜಿಲ್ಲೆಯಿಂದ ಭಾಗವಹಿಸಿದ ಕ್ರೀಡಾಪಟುಗಳಿಗೆ ಪ್ರಯಾಣ ಭತ್ಯೆ ಪಾವತಿಯಾಗದಿದ್ದಲ್ಲಿ ಕೊಪ್ಪಳ ಜಿಲ್ಲಾ ಕ್ರೀಡಾ ಇಲಾಖೆಗೆ ಮಾಹಿತಿ ನೀಡುವಂತೆ ಕೊಪ್ಪಳ ಯುವ ಸಬಲೀಕರಣ ಮತ್ತು ಕ್ರೀಡಾ ಇಲಾಖೆಯ ಸಹಾಯಕ ನಿರ್ದೇಶಕರು ತಿಳಿಸಿದ್ದಾರೆ. ಕೊಪ್ಪಳ ಜಿಲ್ಲಾ ಮಟ್ಟದ ದಸರಾ ಕ್ರೀಡಾಕೂಟದಲ್ಲಿ ಭಾಗವಹಿಸಿದ ಕೊಪ್ಪಳ ಜಿಲ್ಲೆಯ ಕ್ರೀಡಾಪಟುಗಳಿಗೆ, ಹಾಗೂ ಕೊಪ್ಪಳ, ಕಲಬುರಗಿ, ರಾಯಚೂರು, ಬಳ್ಳಾರಿ, ಬೀದರ್ ಯಾದಗಿರಿ ಜಿಲ್ಲೆಗಳಲ್ಲಿ ಜರುಗಿದ ಕಲಬುರಗಿ ವಿಭಾಗ ಮಟ್ಟದ ದಸರಾ ಕ್ರೀಡಾಕೂಟದಲ್ಲಿ ಕೊಪ್ಪಳ ಜಿಲ್ಲೆಯಿಂದ ಭಾಗವಹಿಸಿದ ಕ್ರೀಡಾಪಟುಗಳಿಗೆ ಮತ್ತು ಮೈಸೂರಿನಲ್ಲಿ ಜರುಗಿದ ರಾಜ್ಯ ಮಟ್ಟದ ದಸರಾ ಕ್ರೀಡಾಕೂಟದಲ್ಲಿ ಕೊಪ್ಪಳ ಜಿಲ್ಲೆಯಿಂದ ಭಾಗವಹಿಸಿದ ಕ್ರೀಡಾಪಟುಗಳಿಗೆ ಕ್ರೀಡಾಪಟುಗಳ ಬ್ಯಾಂಕ್ ಖಾತೆಗೆ ಕೆ-2 ಮೂಲಕ ಪ್ರಯಾಣ ಭತ್ಯೆಯನ್ನು ಪಾವತಿಸಲಾಗಿದೆ. ಇನ್ನೂ ಕೆಲವು ಕ್ರೀಡಾಪಟುಗಳಿಗೆ ಪ್ರಯಾಣ ಭತ್ಯೆ ಪಾವತಿಯಾಗದಿದ್ದಲ್ಲಿ ಅಂತಹ ಕ್ರೀಡಾಪಟುಗಳು ತಮ್ಮ ಬ್ಯಾಂಕ್ ಖಾತೆ ವಿವರದೊಂದಿಗೆ ಕಚೇರಿ ವೇಳೆಯಲ್ಲಿ ಕೊಪ್ಪಳ ಜಿಲ್ಲಾ ಕ್ರೀಡಾಂಗಣದ ಯುವ ಸಬಲೀಕರಣ ಮತ್ತು ಕ್ರೀಡಾ ಇಲಾಖೆಗೆ ಮಾಹಿತಿ ನೀಡಬಹುದಾಗಿದೆ. ಹೆಚ್ಚಿನ ಮಾಹಿತಿಗಾಗಿ ಕಚೇರಿಯ ದೂರವಾಣಿ ಸಂಖ್ಯೆ 08539-230121 ಗೆ ಕಚೇರಿ ವೇಳೆಯಲ್ಲಿ ಸಂಪರ್ಕಿಸಬಹುದಾಗಿದೆ ಎಂದು ಪ್ರಕಟಣೆ ತಿಳಿಸಿದೆ.: [486, 770, 754, 914]
